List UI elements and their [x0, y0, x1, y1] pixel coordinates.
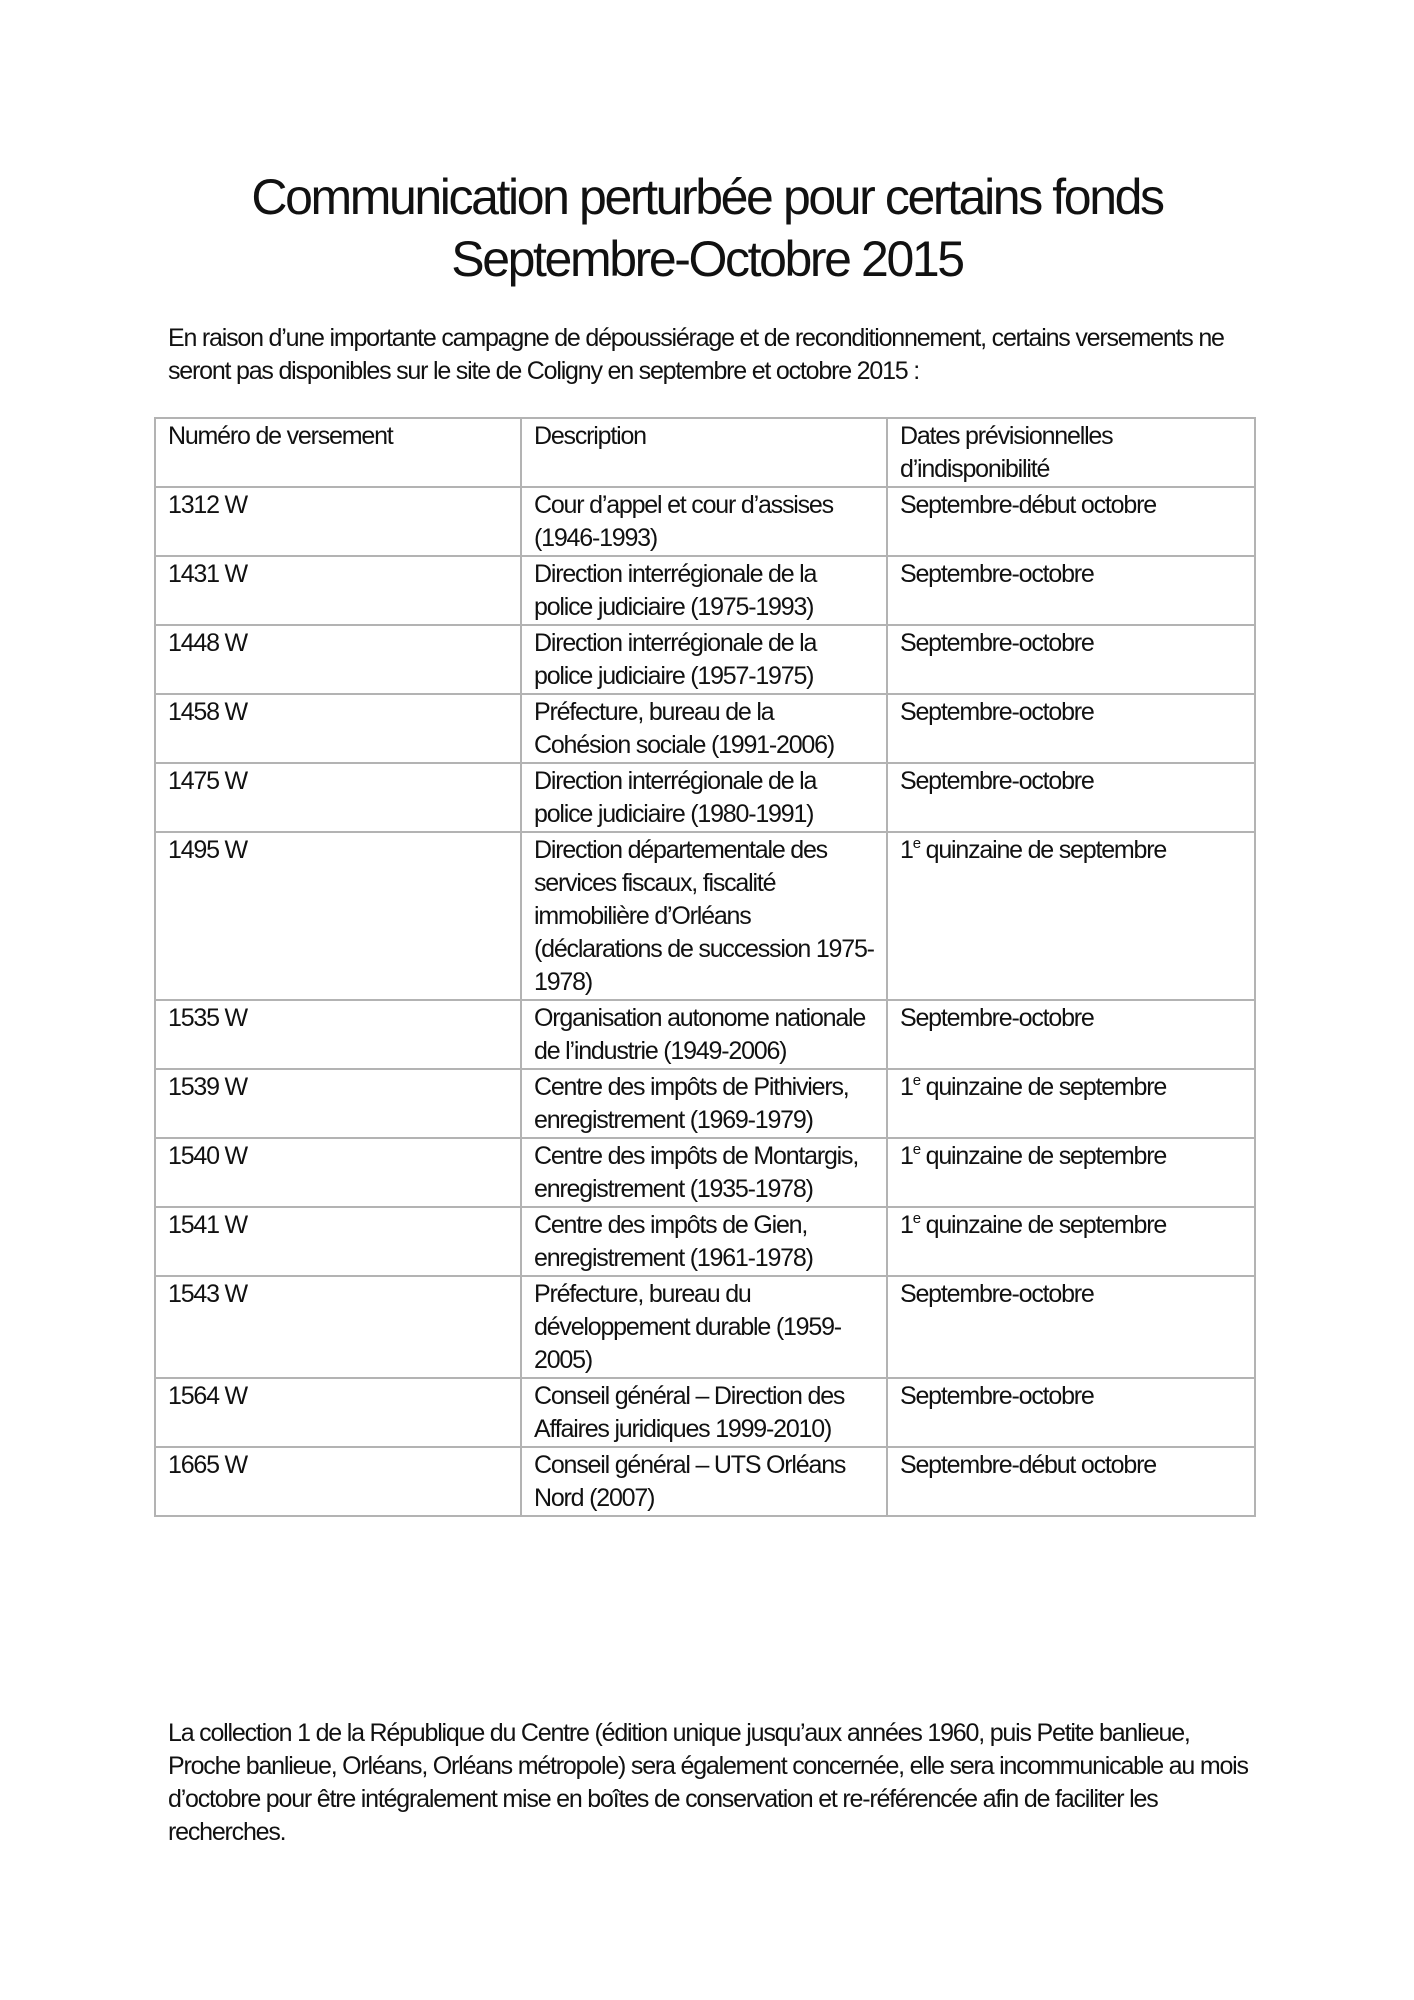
intro-paragraph: En raison d’une importante campagne de dépoussiérage et de reconditionnement, certains versements ne seront pas disponibles sur le site de Coligny en septembre et octobre 2015 : — [168, 324, 1224, 385]
cell-numero: 1312 W — [155, 487, 521, 556]
table-row — [155, 763, 1255, 832]
cell-numero: 1495 W — [155, 832, 521, 1000]
table-row — [155, 1207, 1255, 1276]
dates-ordinal-suffix: e — [912, 1210, 920, 1227]
cell-dates: Septembre-octobre — [887, 1276, 1255, 1378]
cell-description: Centre des impôts de Pithiviers, enregistrement (1969-1979) — [521, 1069, 887, 1138]
cell-numero: 1539 W — [155, 1069, 521, 1138]
dates-ordinal: 1 — [900, 1142, 913, 1170]
footer-paragraph: La collection 1 de la République du Centre (édition unique jusqu’aux années 1960, puis Petite banlieue, Proche banlieue, Orléans, Orléans métropole) sera également concernée, elle sera incommunicable au mois d’octobre pour être intégralement mise en boîtes de conservation et re-référencée afin de faciliter les recherches. — [168, 1719, 1248, 1846]
table-row — [155, 1276, 1255, 1378]
table-row — [155, 832, 1255, 1000]
table-row — [155, 1069, 1255, 1138]
versements-table — [154, 417, 1256, 1517]
cell-numero: 1535 W — [155, 1000, 521, 1069]
dates-ordinal-suffix: e — [912, 1141, 920, 1158]
dates-ordinal: 1 — [900, 1073, 913, 1101]
table-row — [155, 694, 1255, 763]
cell-description: Préfecture, bureau de la Cohésion sociale (1991-2006) — [521, 694, 887, 763]
dates-ordinal-suffix: e — [912, 1072, 920, 1089]
cell-description: Conseil général – UTS Orléans Nord (2007) — [521, 1447, 887, 1516]
cell-dates: Septembre-début octobre — [887, 487, 1255, 556]
cell-description: Organisation autonome nationale de l’industrie (1949-2006) — [521, 1000, 887, 1069]
cell-description: Centre des impôts de Gien, enregistrement (1961-1978) — [521, 1207, 887, 1276]
cell-numero: 1665 W — [155, 1447, 521, 1516]
cell-description: Cour d’appel et cour d’assises (1946-1993) — [521, 487, 887, 556]
cell-description: Centre des impôts de Montargis, enregistrement (1935-1978) — [521, 1138, 887, 1207]
dates-ordinal-suffix: e — [912, 835, 920, 852]
cell-numero: 1448 W — [155, 625, 521, 694]
cell-dates: Septembre-octobre — [887, 763, 1255, 832]
header-dates: Dates prévisionnelles d’indisponibilité — [887, 418, 1255, 487]
cell-description: Direction interrégionale de la police judiciaire (1957-1975) — [521, 625, 887, 694]
title-line-2: Septembre-Octobre 2015 — [451, 231, 963, 287]
cell-dates: Septembre-octobre — [887, 1000, 1255, 1069]
cell-numero: 1458 W — [155, 694, 521, 763]
table-row — [155, 1447, 1255, 1516]
cell-dates: Septembre-octobre — [887, 625, 1255, 694]
dates-ordinal: 1 — [900, 1211, 913, 1239]
table-row — [155, 1000, 1255, 1069]
cell-numero: 1540 W — [155, 1138, 521, 1207]
cell-dates — [887, 1069, 1255, 1138]
cell-dates — [887, 1138, 1255, 1207]
cell-dates: Septembre-début octobre — [887, 1447, 1255, 1516]
dates-text: quinzaine de septembre — [919, 1073, 1167, 1101]
cell-description: Direction interrégionale de la police judiciaire (1975-1993) — [521, 556, 887, 625]
dates-ordinal: 1 — [900, 836, 913, 864]
table-header-row — [155, 418, 1255, 487]
cell-description: Conseil général – Direction des Affaires juridiques 1999-2010) — [521, 1378, 887, 1447]
dates-text: quinzaine de septembre — [919, 836, 1167, 864]
cell-dates: Septembre-octobre — [887, 694, 1255, 763]
dates-text: quinzaine de septembre — [919, 1142, 1167, 1170]
cell-description: Direction départementale des services fiscaux, fiscalité immobilière d’Orléans (déclarations de succession 1975-1978) — [521, 832, 887, 1000]
cell-description: Direction interrégionale de la police judiciaire (1980-1991) — [521, 763, 887, 832]
header-numero: Numéro de versement — [155, 418, 521, 487]
cell-dates: Septembre-octobre — [887, 1378, 1255, 1447]
page-title — [0, 166, 1414, 290]
table-row — [155, 556, 1255, 625]
cell-dates: Septembre-octobre — [887, 556, 1255, 625]
table-row — [155, 1138, 1255, 1207]
title-line-1: Communication perturbée pour certains fonds — [251, 169, 1163, 225]
table-row — [155, 1378, 1255, 1447]
cell-numero: 1475 W — [155, 763, 521, 832]
dates-text: quinzaine de septembre — [919, 1211, 1167, 1239]
cell-numero: 1543 W — [155, 1276, 521, 1378]
cell-description: Préfecture, bureau du développement durable (1959-2005) — [521, 1276, 887, 1378]
table-row — [155, 625, 1255, 694]
cell-dates — [887, 1207, 1255, 1276]
table-row — [155, 487, 1255, 556]
cell-numero: 1541 W — [155, 1207, 521, 1276]
cell-dates — [887, 832, 1255, 1000]
cell-numero: 1431 W — [155, 556, 521, 625]
cell-numero: 1564 W — [155, 1378, 521, 1447]
header-description: Description — [521, 418, 887, 487]
